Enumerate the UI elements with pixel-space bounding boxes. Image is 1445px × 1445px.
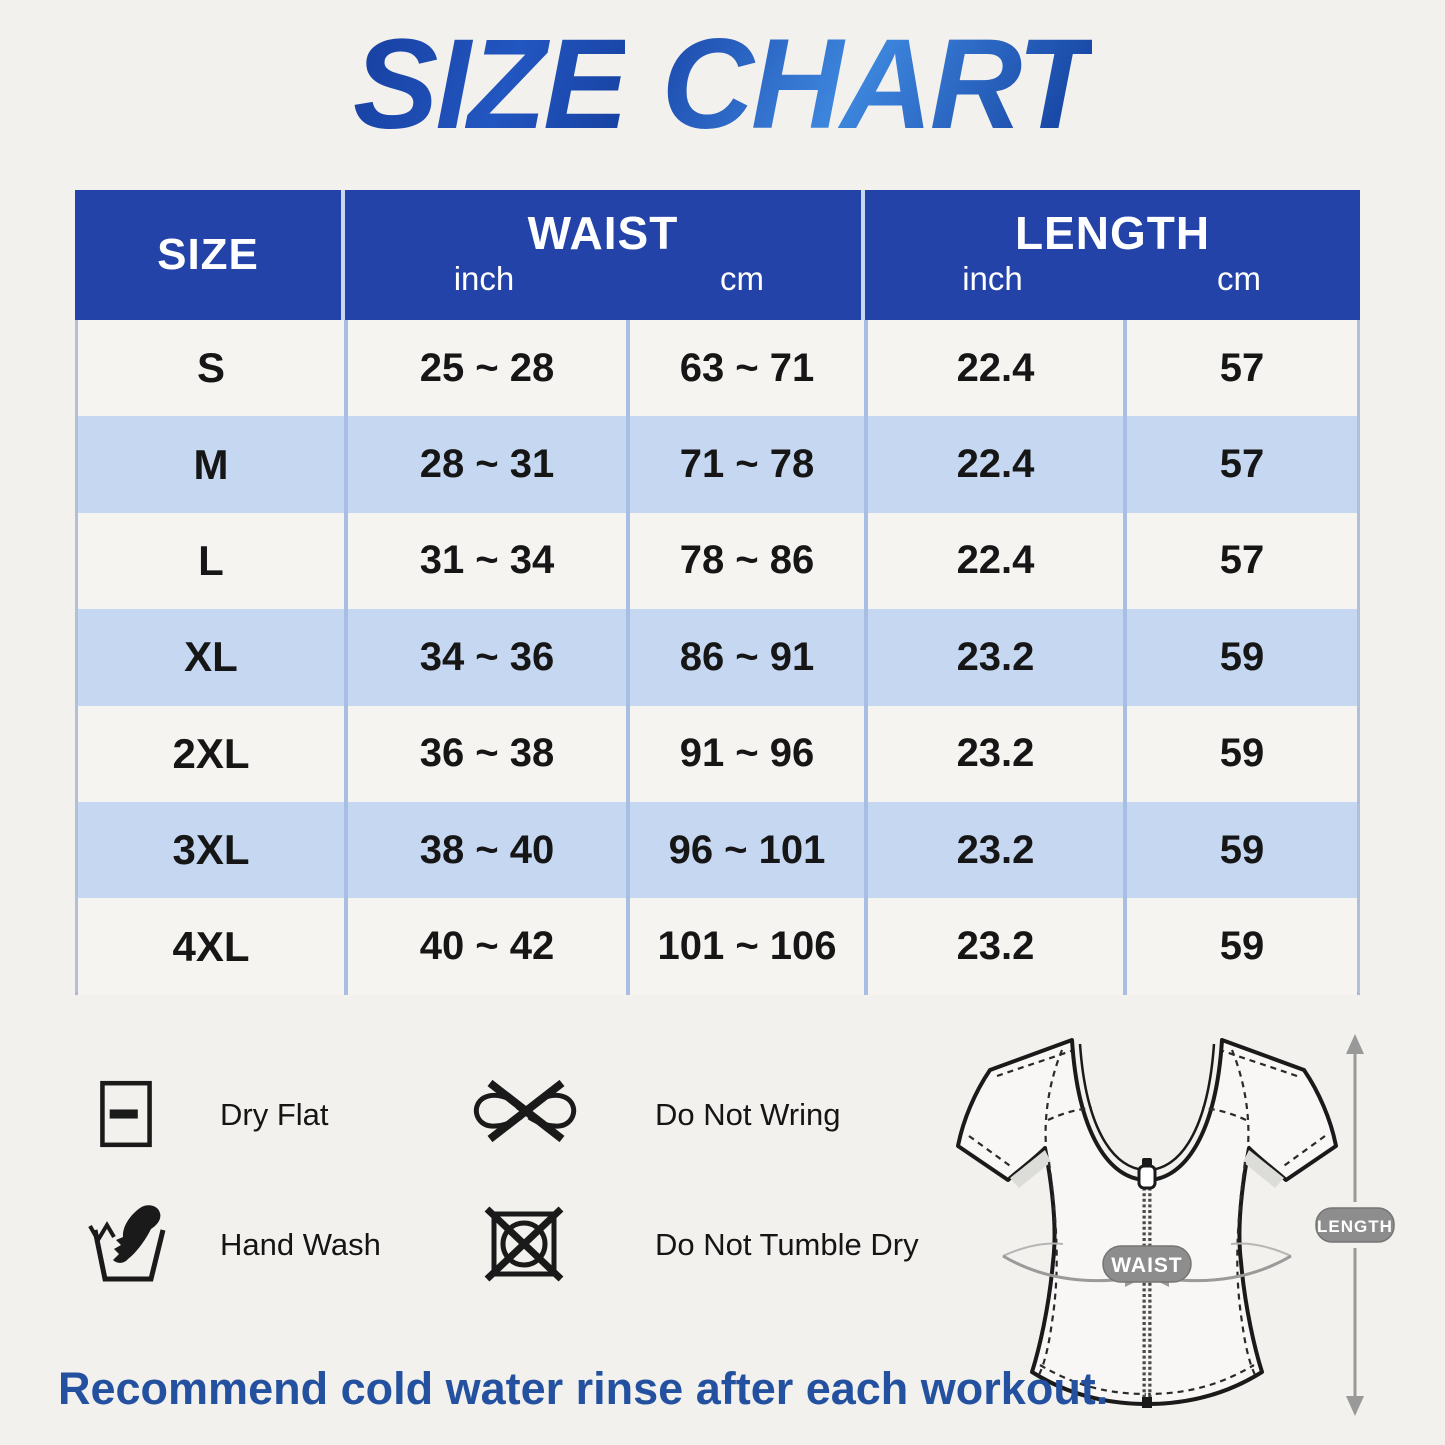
cell-waist-cm: 71 ~ 78 (626, 416, 864, 512)
title-word-size: SIZE (352, 13, 626, 156)
cell-size: S (196, 344, 225, 392)
table-row-l (78, 513, 1357, 609)
length-unit-inch: inch (962, 260, 1023, 297)
length-label: LENGTH (1317, 1217, 1393, 1236)
header-waist (341, 190, 861, 320)
cell-length-cm: 57 (1123, 513, 1357, 609)
cell-length-cm: 57 (1123, 416, 1357, 512)
do-not-wring-icon (468, 1078, 582, 1144)
care-label-dry-flat: Dry Flat (220, 1097, 329, 1132)
cell-length-inch: 22.4 (864, 513, 1123, 609)
cell-waist-inch: 31 ~ 34 (344, 513, 626, 609)
table-row-4xl (78, 898, 1357, 994)
cell-waist-inch: 38 ~ 40 (344, 802, 626, 898)
cell-length-inch: 23.2 (864, 609, 1123, 705)
table-row-xl (78, 609, 1357, 705)
cell-waist-cm: 63 ~ 71 (626, 320, 864, 416)
cell-length-inch: 23.2 (864, 802, 1123, 898)
header-waist-label: WAIST (527, 207, 679, 259)
cell-length-cm: 59 (1123, 898, 1357, 994)
cell-waist-cm: 78 ~ 86 (626, 513, 864, 609)
waist-unit-cm: cm (720, 260, 764, 297)
cell-length-inch: 22.4 (864, 320, 1123, 416)
length-measure-arrow (1316, 1034, 1394, 1416)
waist-label: WAIST (1111, 1254, 1183, 1277)
waist-unit-inch: inch (453, 260, 515, 297)
cell-waist-cm: 101 ~ 106 (626, 898, 864, 994)
cell-length-inch: 23.2 (864, 706, 1123, 802)
cell-size: 4XL (172, 922, 250, 970)
footnote-text: Recommend cold water rinse after each workout. (58, 1363, 1109, 1414)
cell-waist-inch: 25 ~ 28 (344, 320, 626, 416)
care-label-hand-wash: Hand Wash (220, 1227, 381, 1262)
hand-wash-icon (86, 1193, 172, 1287)
cell-size: 2XL (172, 729, 250, 777)
header-length (861, 190, 1360, 320)
cell-length-cm: 57 (1123, 320, 1357, 416)
table-row-s (78, 320, 1357, 416)
do-not-tumble-dry-icon (484, 1204, 564, 1284)
table-body (78, 320, 1357, 995)
table-header (75, 190, 1360, 320)
header-size-label: SIZE (157, 230, 259, 279)
cell-waist-inch: 36 ~ 38 (344, 706, 626, 802)
cell-size: L (198, 536, 224, 584)
waist-measure-arrows (1003, 1244, 1291, 1288)
cell-waist-cm: 91 ~ 96 (626, 706, 864, 802)
cell-waist-cm: 96 ~ 101 (626, 802, 864, 898)
table-row-2xl (78, 706, 1357, 802)
cell-size: M (193, 440, 229, 488)
cell-waist-inch: 34 ~ 36 (344, 609, 626, 705)
size-table (75, 190, 1360, 995)
cell-length-cm: 59 (1123, 706, 1357, 802)
cell-waist-inch: 40 ~ 42 (344, 898, 626, 994)
garment-measure-diagram (945, 1020, 1400, 1420)
cell-size: 3XL (172, 826, 250, 874)
cell-length-inch: 23.2 (864, 898, 1123, 994)
dry-flat-icon (97, 1077, 155, 1151)
cell-length-inch: 22.4 (864, 416, 1123, 512)
cell-waist-inch: 28 ~ 31 (344, 416, 626, 512)
title-word-chart: CHART (661, 13, 1093, 156)
cell-length-cm: 59 (1123, 609, 1357, 705)
table-row-3xl (78, 802, 1357, 898)
cell-length-cm: 59 (1123, 802, 1357, 898)
care-label-do-not-wring: Do Not Wring (655, 1097, 841, 1132)
cell-size: XL (184, 633, 238, 681)
cell-waist-cm: 86 ~ 91 (626, 609, 864, 705)
length-unit-cm: cm (1217, 260, 1261, 297)
table-row-m (78, 416, 1357, 512)
header-size (75, 190, 341, 320)
care-label-do-not-tumble-dry: Do Not Tumble Dry (655, 1227, 919, 1262)
header-length-label: LENGTH (1014, 207, 1211, 259)
page-title (0, 13, 1445, 156)
